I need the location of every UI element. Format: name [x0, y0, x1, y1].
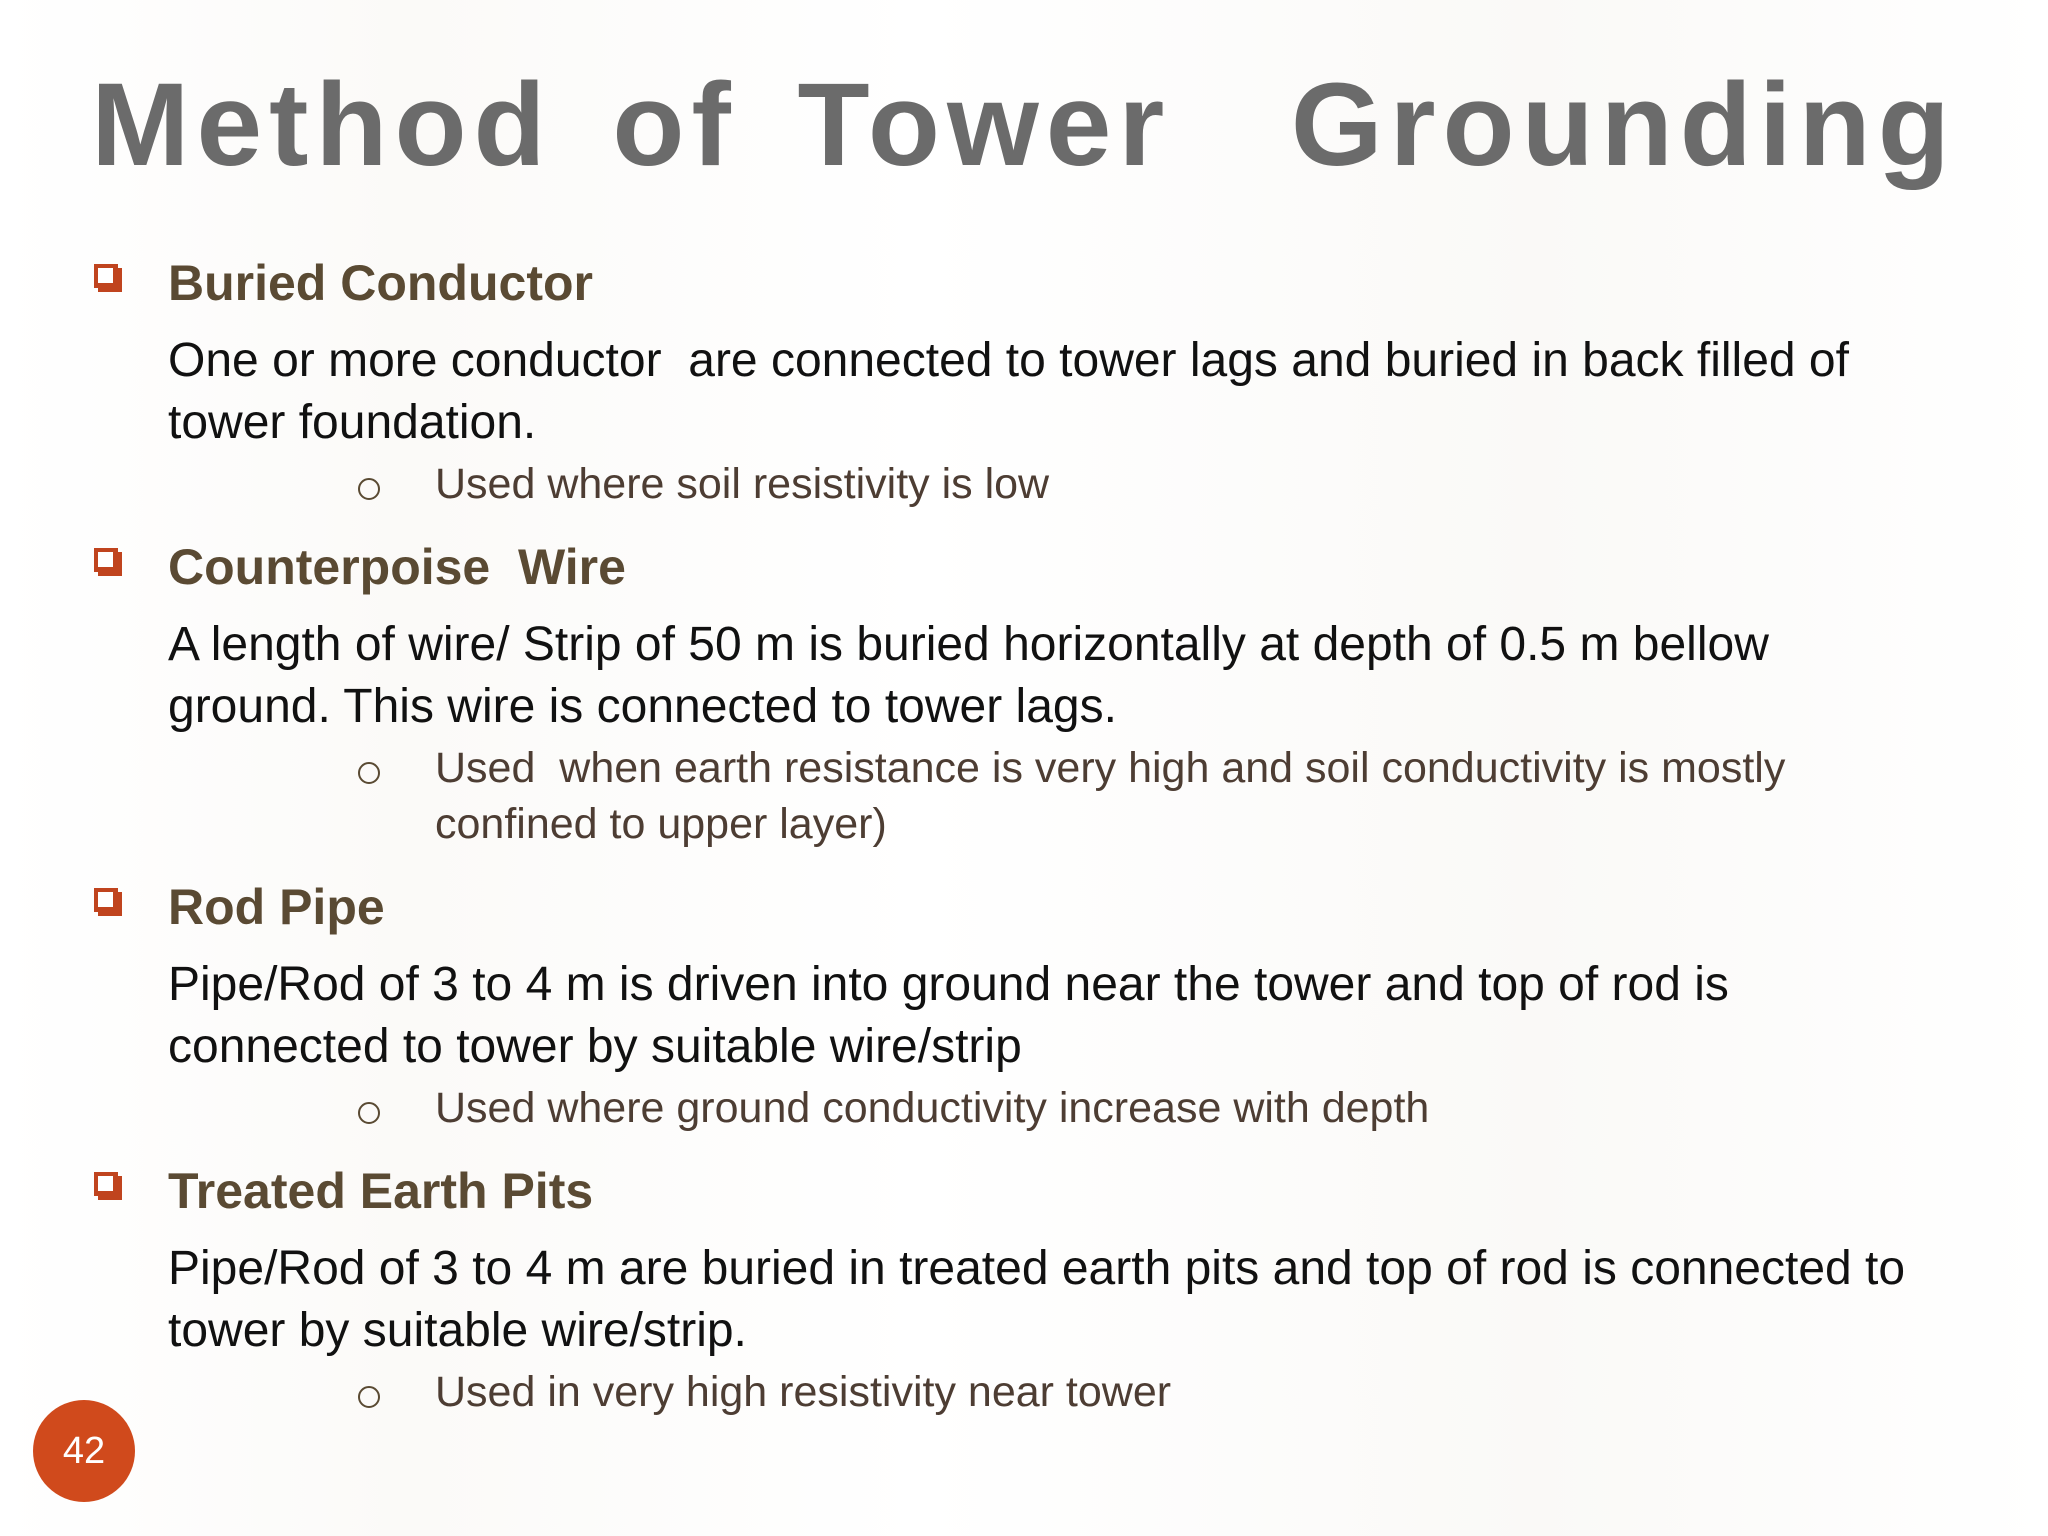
section-body: Pipe/Rod of 3 to 4 m are buried in treated earth pits and top of rod is connected to tower by suitable wire/strip. [168, 1242, 1919, 1357]
section-rod-pipe [0, 879, 2048, 1132]
hollow-circle-icon [358, 1386, 380, 1408]
hollow-circle-icon [358, 478, 380, 500]
section-body: A length of wire/ Strip of 50 m is buried horizontally at depth of 0.5 m bellow ground. This wire is connected to tower lags. [168, 618, 1783, 733]
page-number-badge: 42 [33, 1400, 135, 1502]
section-treated-earth-pits [0, 1163, 2048, 1416]
square-checkbox-icon [94, 1172, 118, 1196]
square-checkbox-icon [94, 888, 118, 912]
section-heading-row [0, 540, 2048, 606]
section-heading-row [0, 880, 2048, 946]
sub-item-text: Used when earth resistance is very high and soil conductivity is mostly confined to upper layer) [435, 744, 1798, 848]
section-heading: Treated Earth Pits [168, 1163, 594, 1219]
section-heading-row [0, 1164, 2048, 1230]
hollow-circle-icon [358, 762, 380, 784]
sub-item-text: Used in very high resistivity near tower [435, 1368, 1172, 1416]
hollow-circle-icon [358, 1102, 380, 1124]
section-heading-row [0, 256, 2048, 322]
section-body: Pipe/Rod of 3 to 4 m is driven into ground near the tower and top of rod is connected to tower by suitable wire/strip [168, 958, 1743, 1073]
slide-title: Method of Tower Grounding [91, 59, 1957, 191]
section-buried-conductor [0, 255, 2048, 508]
square-checkbox-icon [94, 264, 118, 288]
section-heading: Buried Conductor [168, 255, 593, 311]
section-body: One or more conductor are connected to tower lags and buried in back filled of tower foundation. [168, 334, 1863, 449]
sub-item-text: Used where soil resistivity is low [435, 460, 1050, 508]
section-heading: Counterpoise Wire [168, 539, 626, 595]
section-counterpoise-wire [0, 539, 2048, 848]
sub-item-text: Used where ground conductivity increase with depth [435, 1084, 1430, 1132]
square-checkbox-icon [94, 548, 118, 572]
section-heading: Rod Pipe [168, 879, 385, 935]
